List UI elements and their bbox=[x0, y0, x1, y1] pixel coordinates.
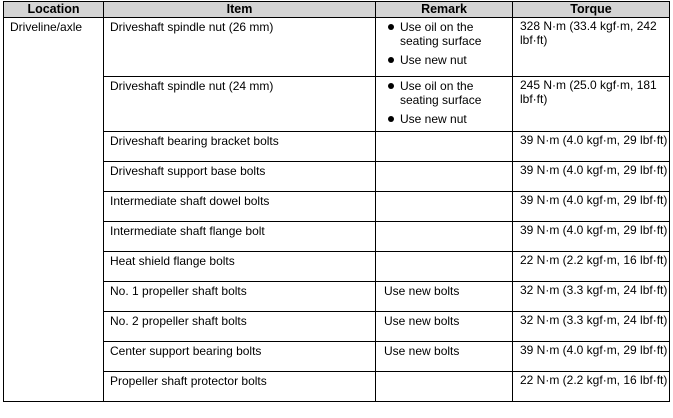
torque-cell: 22 N·m (2.2 kgf·m, 16 lbf·ft) bbox=[513, 372, 670, 402]
item-cell: Driveshaft spindle nut (24 mm) bbox=[104, 77, 376, 132]
torque-cell: 39 N·m (4.0 kgf·m, 29 lbf·ft) bbox=[513, 222, 670, 252]
torque-cell: 22 N·m (2.2 kgf·m, 16 lbf·ft) bbox=[513, 252, 670, 282]
table-row bbox=[4, 222, 670, 252]
torque-cell: 39 N·m (4.0 kgf·m, 29 lbf·ft) bbox=[513, 342, 670, 372]
table-row bbox=[4, 282, 670, 312]
remark-cell: Use new bolts bbox=[376, 282, 513, 312]
remark-bullet: Use new nut bbox=[384, 53, 512, 67]
table-row bbox=[4, 372, 670, 402]
table-row bbox=[4, 132, 670, 162]
torque-cell: 245 N·m (25.0 kgf·m, 181 lbf·ft) bbox=[513, 77, 670, 132]
item-cell: Driveshaft support base bolts bbox=[104, 162, 376, 192]
remark-cell bbox=[376, 18, 513, 77]
table-row bbox=[4, 312, 670, 342]
torque-cell: 39 N·m (4.0 kgf·m, 29 lbf·ft) bbox=[513, 132, 670, 162]
header-row bbox=[4, 2, 670, 18]
item-cell: Propeller shaft protector bolts bbox=[104, 372, 376, 402]
table-row bbox=[4, 162, 670, 192]
location-cell: Driveline/axle bbox=[4, 18, 104, 402]
item-cell: No. 2 propeller shaft bolts bbox=[104, 312, 376, 342]
header-item: Item bbox=[104, 2, 376, 18]
remark-cell bbox=[376, 162, 513, 192]
remark-cell bbox=[376, 252, 513, 282]
item-cell: Heat shield flange bolts bbox=[104, 252, 376, 282]
torque-cell: 39 N·m (4.0 kgf·m, 29 lbf·ft) bbox=[513, 162, 670, 192]
item-cell: Intermediate shaft flange bolt bbox=[104, 222, 376, 252]
remark-list bbox=[384, 79, 512, 126]
torque-cell: 32 N·m (3.3 kgf·m, 24 lbf·ft) bbox=[513, 312, 670, 342]
remark-bullet: Use new nut bbox=[384, 112, 512, 126]
table-row bbox=[4, 192, 670, 222]
header-torque: Torque bbox=[513, 2, 670, 18]
item-cell: Driveshaft bearing bracket bolts bbox=[104, 132, 376, 162]
remark-cell bbox=[376, 77, 513, 132]
remark-cell bbox=[376, 222, 513, 252]
torque-cell: 328 N·m (33.4 kgf·m, 242 lbf·ft) bbox=[513, 18, 670, 77]
item-cell: Intermediate shaft dowel bolts bbox=[104, 192, 376, 222]
remark-cell bbox=[376, 132, 513, 162]
remark-cell bbox=[376, 372, 513, 402]
torque-spec-table bbox=[3, 1, 670, 402]
torque-cell: 32 N·m (3.3 kgf·m, 24 lbf·ft) bbox=[513, 282, 670, 312]
remark-bullet: Use oil on the seating surface bbox=[384, 20, 512, 48]
item-cell: Driveshaft spindle nut (26 mm) bbox=[104, 18, 376, 77]
remark-cell: Use new bolts bbox=[376, 342, 513, 372]
header-remark: Remark bbox=[376, 2, 513, 18]
table-row bbox=[4, 18, 670, 77]
table-row bbox=[4, 252, 670, 282]
remark-list bbox=[384, 20, 512, 67]
torque-cell: 39 N·m (4.0 kgf·m, 29 lbf·ft) bbox=[513, 192, 670, 222]
table-row bbox=[4, 77, 670, 132]
item-cell: Center support bearing bolts bbox=[104, 342, 376, 372]
remark-cell bbox=[376, 192, 513, 222]
item-cell: No. 1 propeller shaft bolts bbox=[104, 282, 376, 312]
table-row bbox=[4, 342, 670, 372]
remark-cell: Use new bolts bbox=[376, 312, 513, 342]
remark-bullet: Use oil on the seating surface bbox=[384, 79, 512, 107]
header-location: Location bbox=[4, 2, 104, 18]
